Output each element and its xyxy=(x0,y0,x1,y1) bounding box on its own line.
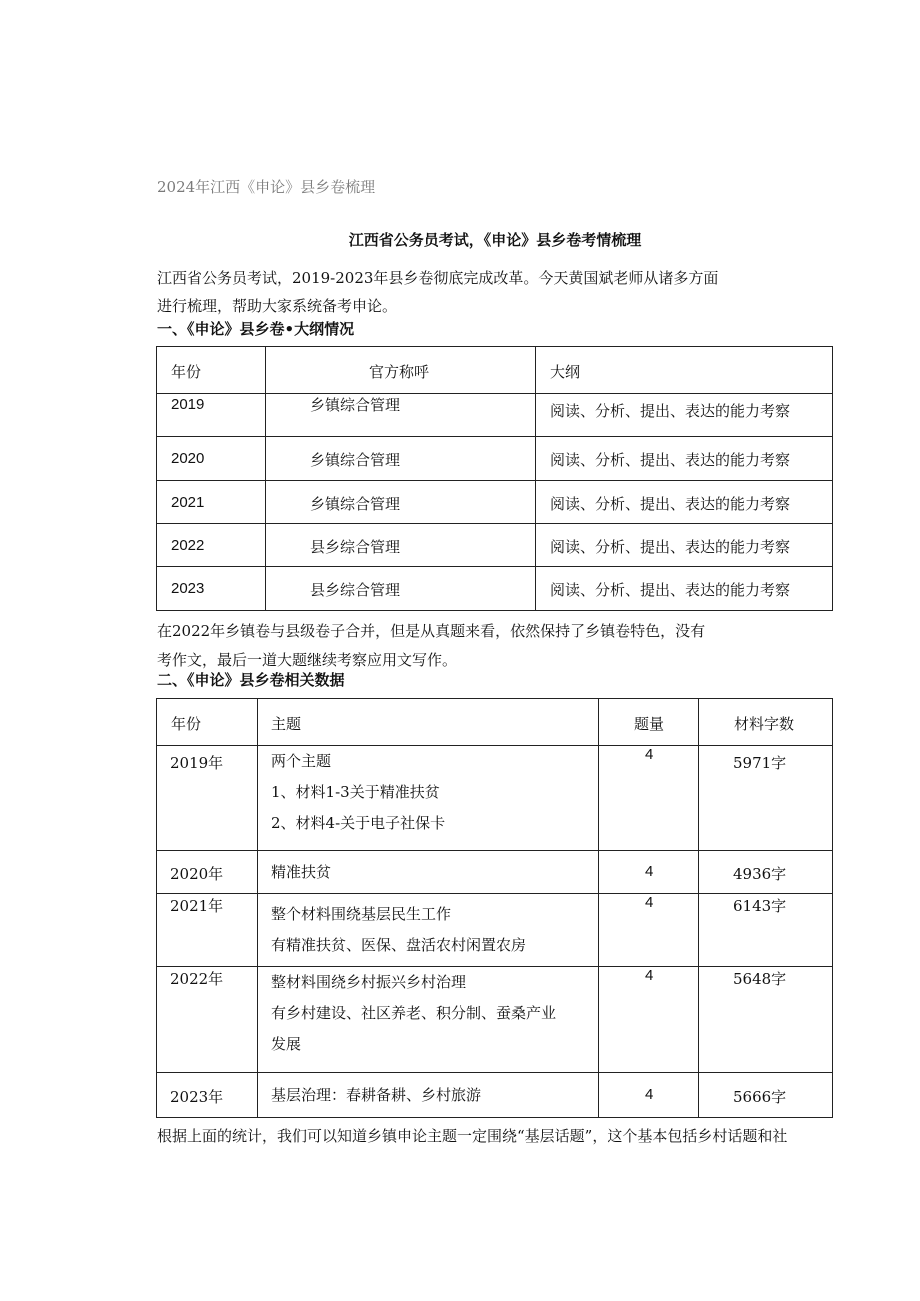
data-theme xyxy=(258,746,599,851)
data-words: 4936字 xyxy=(699,851,833,894)
theme-line: 1、材料1-3关于精准扶贫 xyxy=(271,783,440,801)
table-row xyxy=(157,851,833,894)
data-header-year: 年份 xyxy=(157,699,258,746)
data-header-words: 材料字数 xyxy=(699,699,833,746)
data-header-row xyxy=(157,699,833,746)
outline-year: 2019 xyxy=(157,394,266,437)
note-paragraph xyxy=(157,619,705,672)
theme-line: 基层治理：春耕备耕、乡村旅游 xyxy=(271,1086,482,1104)
outline-year: 2020 xyxy=(157,437,266,481)
conclusion-paragraph: 根据上面的统计，我们可以知道乡镇申论主题一定围绕“基层话题”，这个基本包括乡村话题和社 xyxy=(157,1127,788,1145)
intro-line-1: 江西省公务员考试，2019-2023年县乡卷彻底完成改革。今天黄国斌老师从诸多方面 xyxy=(157,269,719,287)
data-count: 4 xyxy=(599,851,699,894)
theme-line: 精准扶贫 xyxy=(271,863,332,881)
intro-line-2: 进行梳理，帮助大家系统备考申论。 xyxy=(157,297,398,315)
data-words: 5971字 xyxy=(699,746,833,851)
outline-text: 阅读、分析、提出、表达的能力考察 xyxy=(536,394,833,437)
outline-header-row xyxy=(157,347,833,394)
table-row xyxy=(157,481,833,524)
note-line-2: 考作文，最后一道大题继续考察应用文写作。 xyxy=(157,651,458,669)
data-theme xyxy=(258,1073,599,1118)
data-table xyxy=(156,698,833,1118)
data-header-count: 题量 xyxy=(599,699,699,746)
data-count: 4 xyxy=(599,746,699,851)
outline-text: 阅读、分析、提出、表达的能力考察 xyxy=(536,481,833,524)
theme-line: 两个主题 xyxy=(271,752,332,770)
theme-line: 整材料围绕乡村振兴乡村治理 xyxy=(271,973,467,991)
table-row xyxy=(157,1073,833,1118)
note-line-1: 在2022年乡镇卷与县级卷子合并，但是从真题来看，依然保持了乡镇卷特色，没有 xyxy=(157,622,706,640)
outline-name: 乡镇综合管理 xyxy=(266,437,536,481)
outline-table xyxy=(156,346,833,611)
outline-header-outline: 大纲 xyxy=(536,347,833,394)
table-row xyxy=(157,437,833,481)
data-theme xyxy=(258,894,599,967)
data-words: 5648字 xyxy=(699,967,833,1073)
theme-line: 有乡村建设、社区养老、积分制、蚕桑产业 xyxy=(271,1004,557,1022)
outline-year: 2022 xyxy=(157,524,266,567)
outline-header-year: 年份 xyxy=(157,347,266,394)
outline-header-name: 官方称呼 xyxy=(266,347,536,394)
outline-year: 2023 xyxy=(157,567,266,611)
data-words: 6143字 xyxy=(699,894,833,967)
table-row xyxy=(157,524,833,567)
intro-paragraph xyxy=(157,266,718,318)
table-row xyxy=(157,894,833,967)
theme-line: 发展 xyxy=(271,1035,302,1053)
data-year: 2023年 xyxy=(157,1073,258,1118)
outline-text: 阅读、分析、提出、表达的能力考察 xyxy=(536,567,833,611)
outline-name: 县乡综合管理 xyxy=(266,567,536,611)
main-heading: 江西省公务员考试，《申论》县乡卷考情梳理 xyxy=(348,231,642,249)
document-title: 2024年江西《申论》县乡卷梳理 xyxy=(157,178,376,196)
theme-line: 2、材料4-关于电子社保卡 xyxy=(271,814,446,832)
theme-line: 整个材料围绕基层民生工作 xyxy=(271,905,452,923)
data-count: 4 xyxy=(599,894,699,967)
outline-name: 乡镇综合管理 xyxy=(266,394,536,437)
section1-title: 一、《申论》县乡卷•大纲情况 xyxy=(157,320,355,338)
data-year: 2020年 xyxy=(157,851,258,894)
data-header-theme: 主题 xyxy=(258,699,599,746)
theme-line: 有精准扶贫、医保、盘活农村闲置农房 xyxy=(271,936,527,954)
data-year: 2021年 xyxy=(157,894,258,967)
table-row xyxy=(157,394,833,437)
outline-name: 县乡综合管理 xyxy=(266,524,536,567)
table-row xyxy=(157,567,833,611)
data-year: 2019年 xyxy=(157,746,258,851)
section2-title: 二、《申论》县乡卷相关数据 xyxy=(157,671,345,689)
table-row xyxy=(157,967,833,1073)
outline-name: 乡镇综合管理 xyxy=(266,481,536,524)
data-theme xyxy=(258,967,599,1073)
data-count: 4 xyxy=(599,1073,699,1118)
outline-text: 阅读、分析、提出、表达的能力考察 xyxy=(536,437,833,481)
table-row xyxy=(157,746,833,851)
data-count: 4 xyxy=(599,967,699,1073)
outline-text: 阅读、分析、提出、表达的能力考察 xyxy=(536,524,833,567)
data-theme xyxy=(258,851,599,894)
outline-year: 2021 xyxy=(157,481,266,524)
data-year: 2022年 xyxy=(157,967,258,1073)
data-words: 5666字 xyxy=(699,1073,833,1118)
